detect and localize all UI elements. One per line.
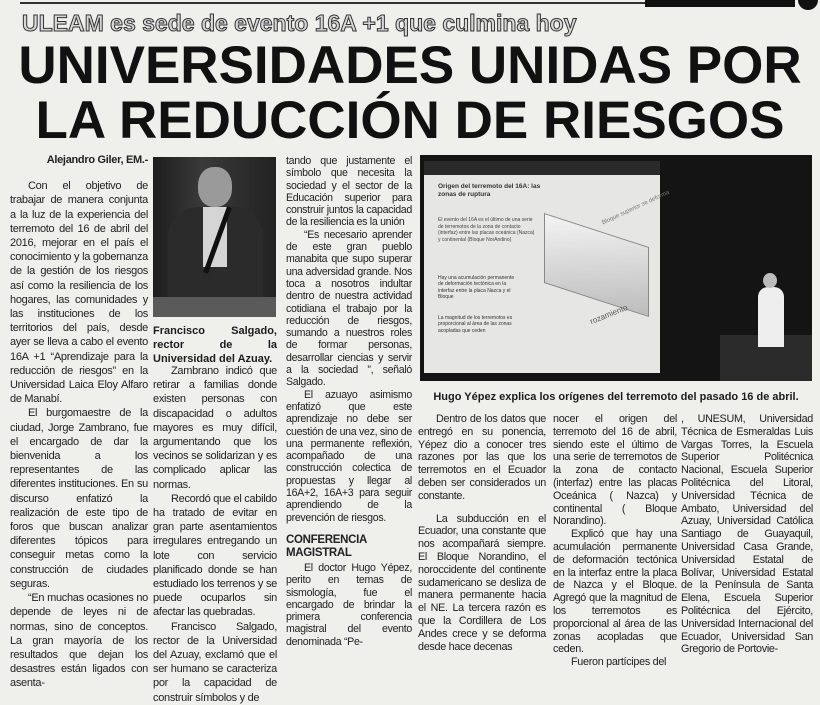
column-1	[10, 153, 148, 691]
paragraph: “Es necesario aprender de este gran pueblo manabita que supo superar una adversidad grande. Nos toca a nosotros indultar dentro de nuestra actividad cotidiana el trabajo por la reducción de riesgos, sumando a nuestros roles de formar personas, desarrollar ciencias y servir a la sociedad ”, señaló Salgado.	[286, 228, 412, 389]
paragraph: “En muchas ocasiones no depende de leyes ni de normas, sino de conceptos. La gran mayoría de los resultados que dejan los desastres están ligados con asenta-	[10, 592, 148, 690]
slide-bullet: Hay una acumulación permanente de deformación tectónica en la interfaz entre la placa Nazca y el Bloque	[438, 275, 515, 301]
paragraph: La subducción en el Ecuador, una constante que nos acompañará siempre. El Bloque Norandino, el noroccidente del continente sudamericano se desliza de manera permanente hacia el NE. La tercera razón es que la Cordillera de Los Andes crece y se deforma desde hace decenas	[418, 512, 546, 653]
slide-bullet: La magnitud de los terremotos es proporcional al área de las zonas acopladas que ceden	[438, 315, 513, 334]
subheading: CONFERENCIA MAGISTRAL	[286, 533, 368, 559]
column-3	[286, 155, 412, 648]
byline: Alejandro Giler, EM.-	[46, 154, 148, 166]
column-5	[553, 413, 677, 669]
paragraph: El azuayo asimismo enfatizó que este aprendizaje no debe ser cuestión de una vez, sino de una permanente reflexión, acompañado de una construcción colectica de propuestas y llegar al 16A+2, 16A+3 para seguir aprendiendo de la prevención de riesgos.	[286, 388, 412, 524]
paragraph: Con el objetivo de trabajar de manera conjunta a la luz de la experiencia del terremoto del 16 de abril del 2016, mejorar en el país el conocimiento y la gobernanza de la gestión de los riesgos así como la resiliencia de los hogares, las comunidades y las instituciones de los territorios del país, desde ayer se lleva a cabo el evento 16A +1 “Aprendizaje para la reducción de riesgos” en la Universidad Laica Eloy Alfaro de Manabí.	[10, 180, 148, 406]
paragraph: Fueron partícipes del	[571, 656, 667, 669]
photo-caption: Hugo Yépez explica los orígenes del terremoto del pasado 16 de abril.	[433, 391, 799, 403]
slide-text: El evento del 16A es el último de una serie de terremotos de la zona de contacto (interfaz) entre las placas oceánica (Nazca) y continental (Bloque NorAndino)	[438, 217, 535, 243]
headline-line-2: LA REDUCCIÓN DE RIESGOS	[35, 91, 785, 150]
paragraph: , UNESUM, Universidad Técnica de Esmeraldas Luis Vargas Torres, la Escuela Superior Politécnica Nacional, Escuela Superior Politécnica del Litoral, Universidad Técnica de Ambato, Universidad del Azuay, Universidad Católica Santiago de Guayaquil, Universidad Casa Grande, Universidad Estatal de Bolívar, Universidad Estatal de la Península de Santa Elena, Escuela Superior Politécnica del Ejército, Universidad Internacional del Ecuador, Universidad San Gregorio de Portovie-	[681, 413, 813, 656]
column-2	[153, 364, 277, 705]
speaker-figure	[758, 287, 784, 347]
photo-francisco-salgado	[153, 157, 276, 317]
top-rule	[0, 0, 820, 7]
diagram-label: rozamiento	[588, 302, 629, 327]
photo-caption: Francisco Salgado, rector de la Universidad del Azuay.	[153, 325, 277, 365]
kicker: ULEAM es sede de evento 16A +1 que culmina hoy	[22, 10, 577, 36]
paragraph: nocer el origen del terremoto del 16 de abril, siendo este el último de una serie de terremotos de la zona de contacto (interfaz) entre las placas Oceánica ( Nazca) y continental ( Bloque Norandino).	[553, 413, 677, 528]
paragraph: Explicó que hay una acumulación permanente de deformación tectónica en la interfaz entre la placa de Nazca y el Bloque. Agregó que la magnitud de los terremotos es proporcional al área de las zonas acopladas que ceden.	[553, 528, 677, 656]
paragraph: El burgomaestre de la ciudad, Jorge Zambrano, fue el encargado de dar la bienvenida a los representantes de las diferentes instituciones. En su discurso enfatizó la realización de este tipo de foros que buscan analizar diferentes tópicos para conseguir metas como la construcción de ciudades seguras.	[10, 407, 148, 590]
column-6	[681, 413, 813, 656]
paragraph: Dentro de los datos que entregó en su ponencia, Yépez dio a conocer tres razones por las que los terremotos en el Ecuador deben ser considerados un constante.	[418, 413, 546, 502]
slide-title: Origen del terremoto del 16A: las zonas de ruptura	[438, 183, 541, 198]
tectonic-diagram	[544, 213, 649, 317]
paragraph: Francisco Salgado, rector de la Universidad del Azuay, exclamó que el ser humano se caracteriza por la capacidad de construir símbolos y de	[153, 620, 277, 704]
diagram-label: Bloque superior se deforma	[601, 189, 671, 227]
column-4	[418, 413, 546, 653]
projected-slide	[424, 161, 671, 373]
paragraph: Zambrano indicó que retirar a familias donde existen personas con discapacidad o adultos mayores es muy difícil, argumentando que los vecinos se solidarizan y es complicado aplicar las normas.	[153, 365, 277, 491]
paragraph: tando que justamente el símbolo que necesita la sociedad y el sector de la Educación superior para construir juntos la capacidad de la resiliencia es la unión	[286, 155, 412, 229]
paragraph: El doctor Hugo Yépez, perito en temas de sismología, fue el encargado de brindar la primera conferencia magistral del evento denominada “Pe-	[286, 561, 412, 648]
photo-conference-slide	[420, 155, 812, 381]
headline-line-1: UNIVERSIDADES UNIDAS POR	[18, 36, 802, 95]
paragraph: Recordó que el cabildo ha tratado de evitar en gran parte asentamientos irregulares entregando un lote con servicio planificado donde se han estudiado los terrenos y se puede ocuparlos sin afectar las quebradas.	[153, 492, 277, 619]
